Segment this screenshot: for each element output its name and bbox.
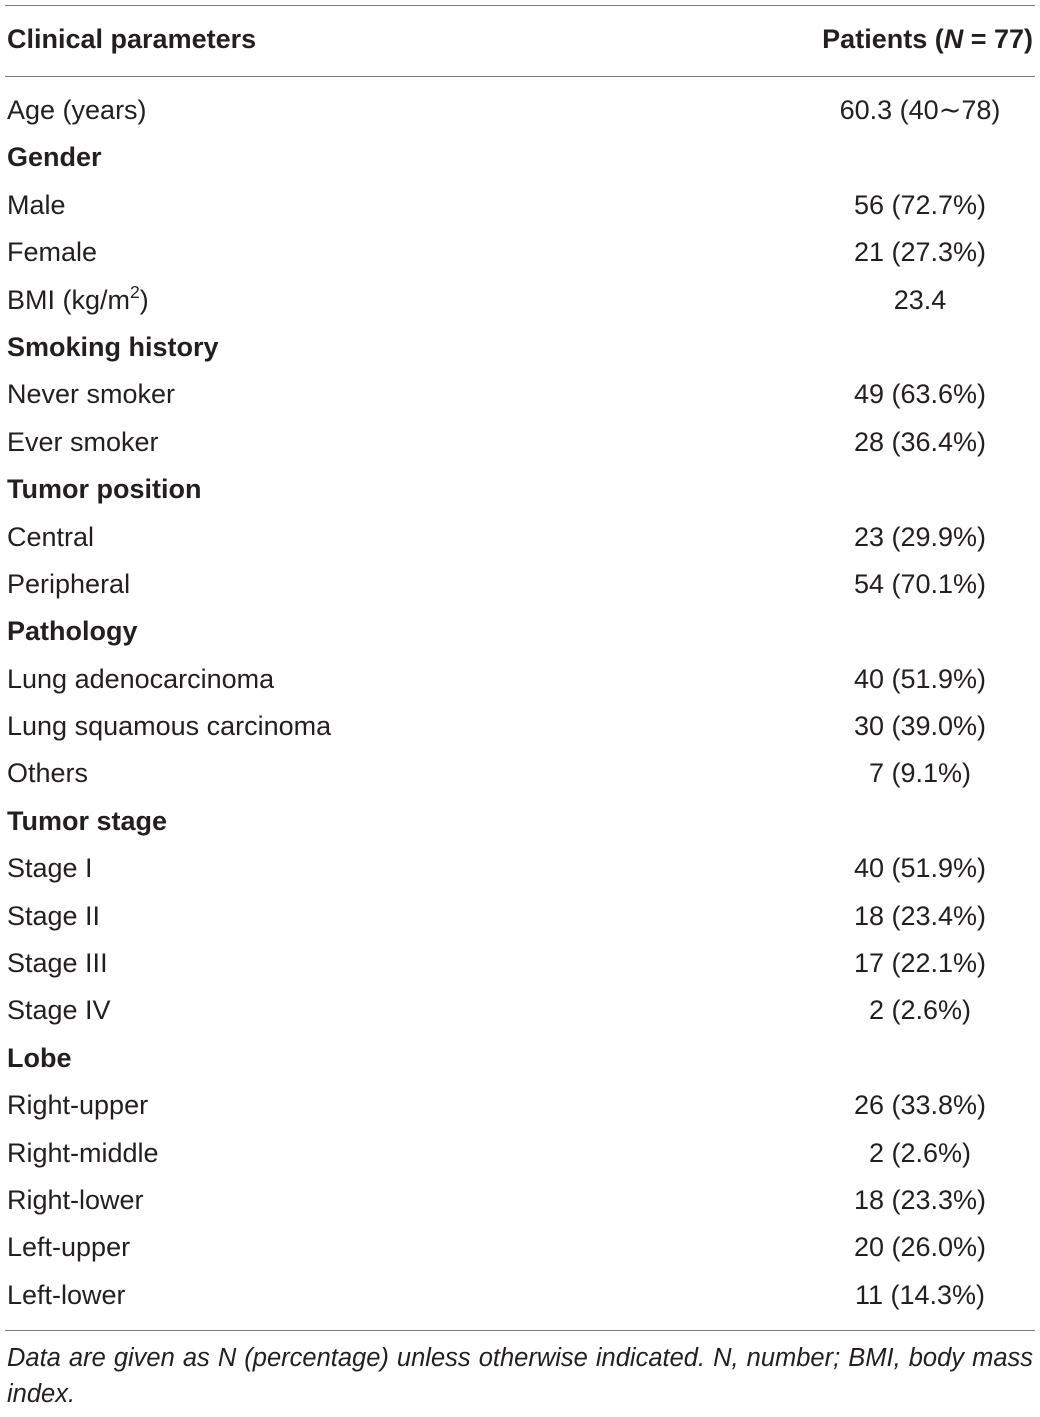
table-row xyxy=(0,658,1040,705)
row-label-text: Stage I xyxy=(7,853,93,884)
row-value: 20 (26.0%) xyxy=(853,1232,987,1263)
row-label xyxy=(7,853,93,884)
row-value: 49 (63.6%) xyxy=(853,379,987,410)
row-label-text: Age (years) xyxy=(7,95,147,125)
table-row xyxy=(0,373,1040,420)
row-label-text: Smoking history xyxy=(7,331,219,362)
row-label-text: Lobe xyxy=(7,1042,72,1073)
row-value: 17 (22.1%) xyxy=(853,948,987,979)
section-row xyxy=(0,610,1040,657)
table-row xyxy=(0,942,1040,989)
header-patients-prefix: Patients ( xyxy=(822,24,944,54)
table-row xyxy=(0,279,1040,326)
row-label xyxy=(7,569,130,600)
table-row xyxy=(0,989,1040,1036)
row-label-text: Right-middle xyxy=(7,1137,159,1168)
section-row xyxy=(0,1037,1040,1084)
row-label-text: Others xyxy=(7,758,89,789)
row-label xyxy=(7,281,149,316)
row-label-text: Stage IV xyxy=(7,995,111,1026)
row-label-text: Lung adenocarcinoma xyxy=(7,663,275,694)
row-label xyxy=(7,95,147,126)
table-row xyxy=(0,1226,1040,1273)
header-patients xyxy=(822,24,1033,55)
row-value: 21 (27.3%) xyxy=(853,237,987,268)
row-value: 60.3 (40∼78) xyxy=(839,95,1001,125)
section-row xyxy=(0,136,1040,183)
row-label-text: Never smoker xyxy=(7,379,176,410)
row-label-suffix: ) xyxy=(139,284,149,315)
row-label-text: Left-lower xyxy=(7,1279,126,1310)
header-clinical-parameters: Clinical parameters xyxy=(7,24,257,54)
row-label-text: Stage III xyxy=(7,948,108,979)
section-row xyxy=(0,468,1040,515)
table-row xyxy=(0,705,1040,752)
table-row xyxy=(0,563,1040,610)
row-label xyxy=(7,758,88,789)
row-label xyxy=(7,1185,144,1216)
row-label-text: Stage II xyxy=(7,900,101,931)
section-heading xyxy=(7,1043,72,1074)
row-label-text: Right-lower xyxy=(7,1184,144,1215)
row-label-superscript: 2 xyxy=(130,281,140,302)
row-value: 2 (2.6%) xyxy=(868,995,972,1026)
table-row xyxy=(0,1084,1040,1131)
row-label-text: Right-upper xyxy=(7,1090,149,1121)
header-patients-suffix: = 77) xyxy=(963,24,1033,54)
row-label-text: Ever smoker xyxy=(7,426,159,457)
row-label-text: Central xyxy=(7,521,95,552)
table-header-rule xyxy=(5,76,1035,77)
section-heading xyxy=(7,616,138,647)
row-label-text: Male xyxy=(7,189,66,220)
row-value: 23 (29.9%) xyxy=(853,521,987,552)
row-label xyxy=(7,522,94,553)
table-row xyxy=(0,421,1040,468)
row-label xyxy=(7,1280,126,1311)
table-row xyxy=(0,1132,1040,1179)
row-label xyxy=(7,664,274,695)
row-value: 23.4 xyxy=(893,284,947,315)
table-row xyxy=(0,847,1040,894)
row-label xyxy=(7,1090,148,1121)
row-label-text: Tumor stage xyxy=(7,805,168,836)
row-label-text: Lung squamous carcinoma xyxy=(7,711,332,742)
row-label xyxy=(7,711,331,742)
row-label xyxy=(7,995,111,1026)
row-label xyxy=(7,427,159,458)
row-label-text: Pathology xyxy=(7,616,138,647)
section-heading xyxy=(7,142,102,173)
row-label xyxy=(7,948,108,979)
table-row xyxy=(0,516,1040,563)
table-row xyxy=(0,1274,1040,1321)
row-label xyxy=(7,1138,159,1169)
row-label xyxy=(7,237,97,268)
row-value: 28 (36.4%) xyxy=(853,426,987,457)
table-row xyxy=(0,895,1040,942)
table-row xyxy=(0,184,1040,231)
table-header xyxy=(0,24,1040,60)
table-footnote: Data are given as N (percentage) unless otherwise indicated. N, number; BMI, body mass index. xyxy=(7,1344,1033,1408)
row-value: 11 (14.3%) xyxy=(854,1279,986,1310)
row-value: 40 (51.9%) xyxy=(853,853,987,884)
row-label-text: Female xyxy=(7,237,98,268)
row-label xyxy=(7,901,100,932)
table-bottom-rule xyxy=(5,1330,1035,1331)
row-label-text: Tumor position xyxy=(7,474,202,505)
row-value: 56 (72.7%) xyxy=(853,189,987,220)
row-value: 54 (70.1%) xyxy=(853,568,987,599)
section-heading xyxy=(7,332,219,363)
table-row xyxy=(0,752,1040,799)
row-value: 2 (2.6%) xyxy=(868,1137,972,1168)
table-row xyxy=(0,89,1040,136)
table-top-rule xyxy=(5,5,1035,6)
row-label-text: Peripheral xyxy=(7,568,131,599)
row-value: 30 (39.0%) xyxy=(853,711,987,742)
section-row xyxy=(0,326,1040,373)
header-patients-var: N xyxy=(943,24,964,54)
row-label xyxy=(7,190,66,221)
row-value: 18 (23.4%) xyxy=(853,900,987,931)
row-label-text: BMI (kg/m xyxy=(7,284,131,315)
row-label-text: Gender xyxy=(7,142,102,173)
table-row xyxy=(0,231,1040,278)
section-heading xyxy=(7,474,201,505)
table-row xyxy=(0,1179,1040,1226)
section-heading xyxy=(7,806,167,837)
row-value: 40 (51.9%) xyxy=(853,663,987,694)
table-body xyxy=(0,89,1040,1321)
row-value: 18 (23.3%) xyxy=(853,1184,987,1215)
row-value: 26 (33.8%) xyxy=(853,1090,987,1121)
section-row xyxy=(0,800,1040,847)
row-label xyxy=(7,1232,130,1263)
row-label xyxy=(7,379,175,410)
row-value: 7 (9.1%) xyxy=(868,758,972,789)
row-label-text: Left-upper xyxy=(7,1232,131,1263)
